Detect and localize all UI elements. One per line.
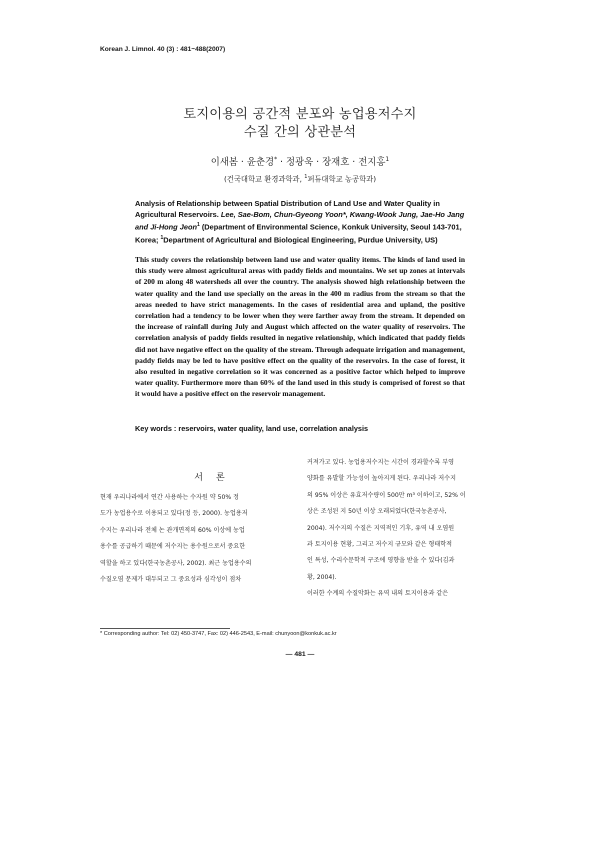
right-line: 과 토지이용 현황, 그리고 저수지 규모와 같은 형태학적 — [307, 541, 453, 549]
journal-citation: Korean J. Limnol. 40 (3) : 481~488(2007) — [100, 46, 226, 53]
page-number: — 481 — — [285, 651, 315, 658]
right-line: 2004). 저수지의 수질은 지역적인 기후, 유역 내 오염원 — [307, 524, 455, 532]
korean-title-line-1: 토지이용의 공간적 분포와 농업용저수지 — [183, 107, 417, 122]
section-heading-char-1: 서 — [194, 473, 204, 483]
footnote: * Corresponding author: Tel: 02) 450-3747, Fax: 02) 446-2543, E-mail: chunyoon@konkuk.ac.kr — [100, 631, 337, 637]
english-affil-mark: 1 — [160, 235, 164, 242]
authors-part-2: · 정광욱 · 장재호 · 전지홍 — [277, 157, 386, 168]
right-line: 이러한 수계의 수질악화는 유역 내의 토지이용과 같은 — [307, 590, 449, 598]
affiliation-mark-2: 1 — [304, 174, 308, 180]
section-heading-introduction — [135, 470, 285, 483]
korean-affiliation — [0, 174, 600, 184]
affiliation-mark: 1 — [385, 155, 390, 163]
english-affiliation-b: Department of Agricultural and Biological Engineering, Purdue University, US) — [163, 235, 438, 245]
english-title: Analysis of Relationship between Spatial Distribution of Land Use and Water Quality in Agricultural Reservoirs. — [135, 199, 440, 220]
section-heading-char-2: 론 — [216, 473, 226, 483]
affiliation-part-2: 퍼듀대학교 농공학과) — [307, 174, 377, 184]
footnote-rule — [100, 628, 230, 629]
right-line: 양화를 유발할 가능성이 높아지게 된다. 우리나라 저수지 — [307, 475, 456, 483]
english-authors: Lee, Sae-Bom, Chun-Gyeong Yoon*, Kwang-Wook Jung, Jae-Ho Jang and Ji-Hong Jeon — [135, 210, 465, 232]
right-line: 인 특성, 수리수문학적 구조에 영향을 받을 수 있다(김과 — [307, 557, 455, 565]
left-line: 현재 우리나라에서 연간 사용하는 수자원 약 50% 정 — [100, 494, 239, 501]
right-column — [307, 455, 501, 603]
korean-authors — [0, 154, 600, 168]
left-column — [100, 490, 287, 588]
abstract: This study covers the relationship between land use and water quality items. The kinds of land used in this study were almost agricultural areas with paddy fields and mountains. We set up zones at intervals of 200 m along 48 watersheds all over the country. The analysis showed high relationship between the water quality and the land use specially on the areas in the 400 m radius from the stream so that the areas needed to have strict managements. In the cases of residential area and upland, the positive correlation had a tendency to be lower when they were farther away from the stream. It depended on the increase of rainfall during July and August which affected on the water quality of reservoirs. The correlation analysis of paddy fields resulted in negative relationship, which indicated that paddy fields did not have negative effect on the quality of the stream. Through adequate irrigation and management, paddy fields may be led to have positive effect on the quality of the reservoirs. In the case of forest, it also resulted in negative correlation so it was concerned as a positive factor which helped to improve water quality. Furthermore more than 60% of the land used in this study is comprised of forest so that it would have a positive effect on the reservoir management. — [135, 255, 465, 399]
english-affiliation-a: (Department of Environmental Science, Konkuk University, Seoul 143-701, Korea; — [135, 222, 462, 245]
authors-part-1: 이새봄 · 윤춘경 — [210, 157, 275, 168]
keywords: Key words : reservoirs, water quality, land use, correlation analysis — [135, 424, 369, 433]
right-line: 의 95% 이상은 유효저수량이 500만 m³ 이하이고, 52% 이 — [307, 491, 466, 499]
left-line: 수지는 우리나라 전체 논 관개면적의 60% 이상에 농업 — [100, 526, 245, 534]
affiliation-part-1: (건국대학교 환경과학과, — [223, 174, 305, 184]
left-line: 용수를 공급하기 때문에 저수지는 용수원으로서 중요한 — [100, 543, 246, 551]
korean-title-line-2: 수질 간의 상관분석 — [243, 125, 357, 140]
right-line: 커져가고 있다. 농업용저수지는 시간이 경과할수록 부영 — [307, 459, 455, 466]
corresponding-mark: * — [274, 155, 278, 163]
english-author-mark: 1 — [197, 222, 200, 229]
left-line: 수질오염 문제가 대두되고 그 중요성과 심각성이 점차 — [100, 576, 242, 584]
right-line: 상은 조성된 지 50년 이상 오래되었다(한국농촌공사, — [307, 508, 447, 516]
left-line: 도가 농업용수로 이용되고 있다(정 등, 2000). 농업용저 — [100, 510, 248, 518]
left-line: 역할을 하고 있다(한국농촌공사, 2002). 최근 농업용수의 — [100, 559, 252, 567]
right-line: 황, 2004). — [307, 573, 337, 581]
english-header — [135, 198, 465, 246]
